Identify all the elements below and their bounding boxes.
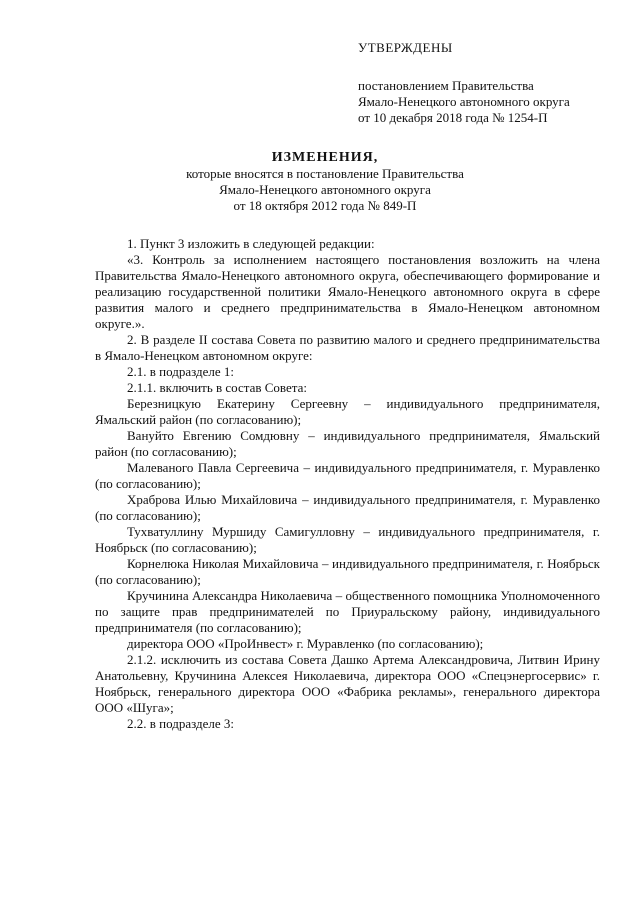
paragraph: «3. Контроль за исполнением настоящего постановления возложить на члена Правительства Ямало-Ненецкого автономного округа, обеспечивающего формирование и реализацию государственной политики Ямало-Ненецкого автономного округа в сфере развития малого и среднего предпринимательства в Ямало-Ненецком автономном округе.». [95,252,600,331]
approval-line: от 10 декабря 2018 года № 1254-П [358,110,548,125]
paragraph: Березницкую Екатерину Сергеевну – индивидуального предпринимателя, Ямальский район (по согласованию); [95,396,600,427]
document-subtitle-line: Ямало-Ненецкого автономного округа [219,182,431,197]
paragraph: 2.1.1. включить в состав Совета: [127,380,307,395]
paragraph: Корнелюка Николая Михайловича – индивидуального предпринимателя, г. Ноябрьск (по согласованию); [95,556,600,587]
approval-line: Ямало-Ненецкого автономного округа [358,94,570,109]
approval-line: постановлением Правительства [358,78,534,93]
approval-heading: УТВЕРЖДЕНЫ [358,40,453,55]
document-subtitle-line: которые вносятся в постановление Правительства [186,166,464,181]
paragraph: 2.1.2. исключить из состава Совета Дашко Артема Александровича, Литвин Ирину Анатольевну, Кручинина Алексея Николаевича, директора ООО «Спецэнергосервис» г. Ноябрьск, генерального директора ООО «Фабрика рекламы», генерального директора ООО «Шуга»; [95,652,600,715]
paragraph: 1. Пункт 3 изложить в следующей редакции: [127,236,375,251]
paragraph: Малеваного Павла Сергеевича – индивидуального предпринимателя, г. Муравленко (по согласованию); [95,460,600,491]
document-title-block [60,150,590,214]
document-subtitle-line: от 18 октября 2012 года № 849-П [233,198,417,213]
paragraph: Кручинина Александра Николаевича – общественного помощника Уполномоченного по защите прав предпринимателей по Приуральскому району, индивидуального предпринимателя (по согласованию); [95,588,600,635]
paragraph: 2.2. в подразделе 3: [127,716,235,731]
paragraph: 2.1. в подразделе 1: [127,364,235,379]
document-title: ИЗМЕНЕНИЯ, [271,150,379,165]
document-body [95,236,600,732]
paragraph: директора ООО «ПроИнвест» г. Муравленко (по согласованию); [127,636,484,651]
approval-stamp [358,40,628,126]
paragraph: Вануйто Евгению Сомдювну – индивидуального предпринимателя, Ямальский район (по согласованию); [95,428,600,459]
paragraph: Храброва Илью Михайловича – индивидуального предпринимателя, г. Муравленко (по согласованию); [95,492,600,523]
paragraph: Тухватуллину Муршиду Самигулловну – индивидуального предпринимателя, г. Ноябрьск (по согласованию); [95,524,600,555]
paragraph: 2. В разделе II состава Совета по развитию малого и среднего предпринимательства в Ямало-Ненецком автономном округе: [95,332,600,363]
